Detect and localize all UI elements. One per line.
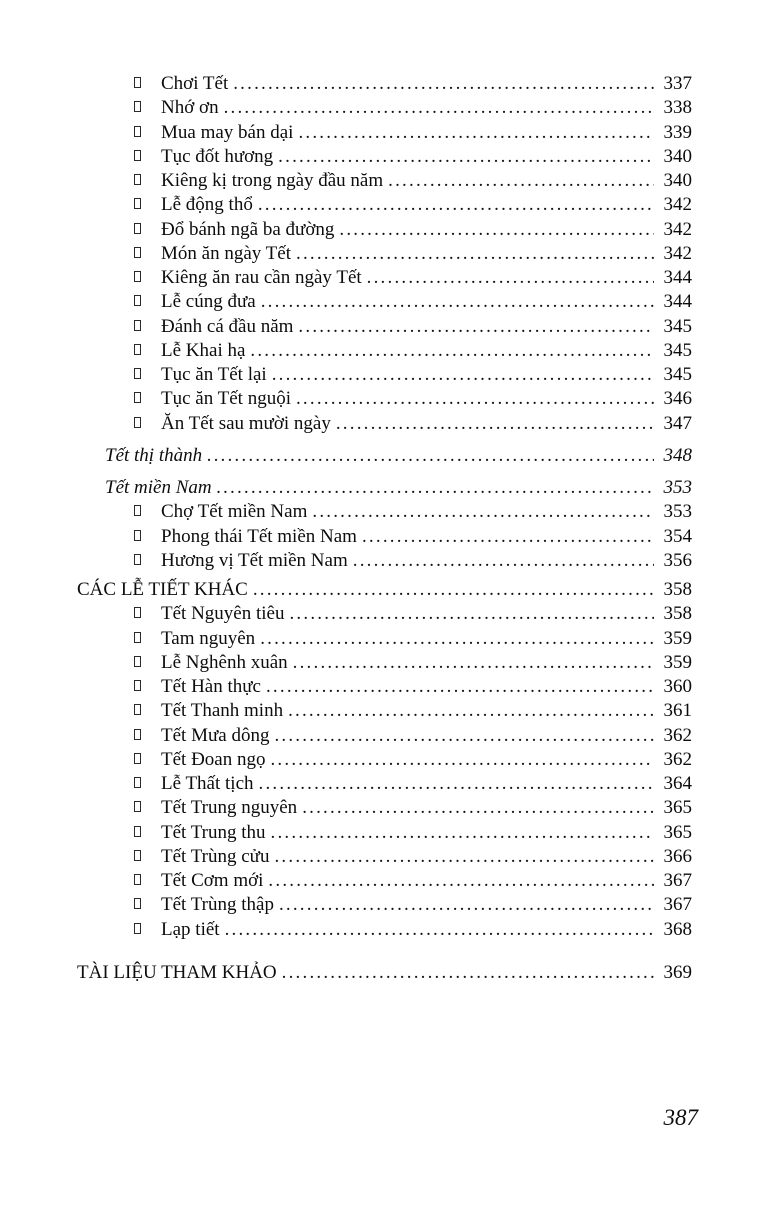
dot-leader (357, 525, 654, 549)
toc-entry-label: Tết miền Nam (105, 477, 212, 498)
toc-entry-page-number: 368 (663, 918, 692, 940)
toc-entry-page-number: 353 (663, 477, 692, 498)
toc-entry-page-number: 365 (663, 797, 692, 819)
toc-entry-label: Món ăn ngày Tết (161, 242, 291, 264)
toc-entry (77, 363, 692, 387)
toc-entry-page-number: 345 (663, 364, 692, 385)
dot-leader (263, 869, 654, 893)
dot-leader (293, 121, 654, 145)
dot-leader (245, 339, 654, 363)
square-bullet-icon (134, 898, 141, 909)
dot-leader (267, 363, 654, 387)
square-bullet-icon (134, 417, 141, 428)
toc-entry-label: Ăn Tết sau mười ngày (161, 412, 331, 434)
toc-entry (77, 961, 692, 985)
toc-entry (77, 339, 692, 363)
dot-leader (202, 444, 654, 468)
dot-leader (256, 290, 654, 314)
toc-entry (77, 72, 692, 96)
toc-entry (77, 748, 692, 772)
toc-entry-page-number: 358 (663, 579, 692, 600)
toc-entry-page-number: 364 (663, 773, 692, 794)
toc-entry-page-number: 362 (663, 724, 692, 746)
square-bullet-icon (134, 368, 141, 379)
toc-entry-label: Tục ăn Tết nguội (161, 388, 291, 410)
toc-entry (77, 169, 692, 193)
dot-leader (362, 266, 654, 290)
square-bullet-icon (134, 656, 141, 667)
toc-entry (77, 121, 692, 145)
toc-entry (77, 525, 692, 549)
toc-entry (77, 290, 692, 314)
dot-leader (269, 845, 654, 869)
toc-entry-page-number: 342 (663, 242, 692, 264)
dot-leader (288, 651, 654, 675)
toc-entry-page-number: 340 (663, 145, 692, 167)
toc-entry-label: Tết Hàn thực (161, 676, 261, 697)
square-bullet-icon (134, 850, 141, 861)
square-bullet-icon (134, 680, 141, 691)
toc-entry-label: Đổ bánh ngã ba đường (161, 218, 335, 240)
toc-entry (77, 821, 692, 845)
toc-entry (77, 387, 692, 411)
toc-entry (77, 242, 692, 266)
toc-entry-label: Chơi Tết (161, 73, 229, 94)
toc-entry-page-number: 345 (663, 315, 692, 337)
square-bullet-icon (134, 271, 141, 282)
toc-entry (77, 869, 692, 893)
toc-entry (77, 500, 692, 524)
toc-entry (77, 96, 692, 120)
toc-entry-page-number: 359 (663, 627, 692, 649)
toc-entry-page-number: 366 (663, 845, 692, 867)
toc-entry-label: TÀI LIỆU THAM KHẢO (77, 961, 277, 983)
toc-entry-label: Đánh cá đầu năm (161, 315, 294, 337)
square-bullet-icon (134, 801, 141, 812)
square-bullet-icon (134, 729, 141, 740)
toc-entry-page-number: 342 (663, 218, 692, 240)
square-bullet-icon (134, 392, 141, 403)
square-bullet-icon (134, 320, 141, 331)
toc-entry (77, 193, 692, 217)
toc-entry (77, 578, 692, 602)
square-bullet-icon (134, 295, 141, 306)
toc-entry-label: Phong thái Tết miền Nam (161, 525, 357, 547)
square-bullet-icon (134, 632, 141, 643)
dot-leader (334, 218, 654, 242)
toc-entry-page-number: 346 (663, 388, 692, 410)
toc-entry-label: Hương vị Tết miền Nam (161, 549, 348, 571)
toc-entry (77, 675, 692, 699)
square-bullet-icon (134, 923, 141, 934)
toc-entry-label: Tục đốt hương (161, 145, 274, 167)
square-bullet-icon (134, 174, 141, 185)
toc-entry-label: Tết Đoan ngọ (161, 748, 266, 770)
dot-leader (261, 675, 654, 699)
toc-entry-page-number: 360 (663, 676, 692, 697)
dot-leader (291, 242, 654, 266)
toc-entry (77, 145, 692, 169)
toc-entry (77, 724, 692, 748)
toc-entry (77, 444, 692, 468)
toc-entry (77, 918, 692, 942)
toc-entry-page-number: 344 (663, 267, 692, 288)
toc-entry-label: Tết Cơm mới (161, 870, 264, 891)
square-bullet-icon (134, 874, 141, 885)
toc-entry-label: Tết Trung thu (161, 821, 266, 843)
dot-leader (255, 627, 654, 651)
dot-leader (254, 772, 654, 796)
toc-entry-label: Tết Mưa dông (161, 724, 270, 746)
toc-entry-page-number: 338 (663, 97, 692, 119)
square-bullet-icon (134, 704, 141, 715)
toc-entry-page-number: 365 (663, 821, 692, 843)
toc-entry (77, 796, 692, 820)
page-number: 387 (663, 1105, 698, 1130)
toc-entry-label: Nhớ ơn (161, 97, 219, 119)
square-bullet-icon (134, 607, 141, 618)
toc-entry (77, 218, 692, 242)
toc-entry (77, 651, 692, 675)
toc-entry-label: Tam nguyên (161, 627, 256, 649)
dot-leader (266, 821, 654, 845)
toc-entry-page-number: 339 (663, 121, 692, 143)
square-bullet-icon (134, 530, 141, 541)
dot-leader (293, 315, 654, 339)
toc-entry-label: Tết Trùng thập (161, 894, 274, 916)
toc-entry (77, 476, 692, 500)
toc-entry-label: Lễ Khai hạ (161, 339, 246, 361)
toc-entry-label: Tục ăn Tết lại (161, 364, 267, 385)
toc-entry (77, 845, 692, 869)
toc-entry-label: Lễ động thổ (161, 194, 253, 216)
toc-entry-page-number: 348 (663, 444, 692, 466)
square-bullet-icon (134, 505, 141, 516)
toc-entry-page-number: 340 (663, 170, 692, 191)
toc-entry (77, 772, 692, 796)
dot-leader (273, 145, 654, 169)
dot-leader (248, 578, 654, 602)
square-bullet-icon (134, 777, 141, 788)
dot-leader (297, 796, 654, 820)
toc-entry-page-number: 367 (663, 894, 692, 916)
square-bullet-icon (134, 150, 141, 161)
dot-leader (291, 387, 654, 411)
toc-entry (77, 549, 692, 573)
toc-entry-label: Tết Trung nguyên (161, 797, 298, 819)
square-bullet-icon (134, 77, 141, 88)
dot-leader (331, 412, 654, 436)
square-bullet-icon (134, 826, 141, 837)
toc-entry-page-number: 345 (663, 339, 692, 361)
dot-leader (348, 549, 654, 573)
toc-entry-label: Lễ cúng đưa (161, 291, 256, 313)
square-bullet-icon (134, 344, 141, 355)
toc-entry-label: CÁC LỄ TIẾT KHÁC (77, 579, 248, 600)
dot-leader (284, 602, 654, 626)
toc-entry-page-number: 353 (663, 501, 692, 523)
toc-entry-page-number: 362 (663, 748, 692, 770)
dot-leader (265, 748, 654, 772)
toc-entry-page-number: 342 (663, 194, 692, 216)
dot-leader (307, 500, 654, 524)
toc-entry (77, 602, 692, 626)
dot-leader (253, 193, 654, 217)
square-bullet-icon (134, 198, 141, 209)
square-bullet-icon (134, 247, 141, 258)
toc-entry-label: Mua may bán dại (161, 121, 294, 143)
toc-entry-label: Tết Nguyên tiêu (161, 603, 285, 625)
dot-leader (269, 724, 654, 748)
square-bullet-icon (134, 554, 141, 565)
toc-entry-page-number: 356 (663, 549, 692, 571)
toc-entry-label: Kiêng ăn rau cần ngày Tết (161, 267, 362, 288)
toc-entry-page-number: 354 (663, 525, 692, 547)
toc-entry-page-number: 347 (663, 412, 692, 434)
toc-entry-page-number: 359 (663, 651, 692, 673)
dot-leader (228, 72, 654, 96)
toc-entry (77, 315, 692, 339)
toc-entry-page-number: 344 (663, 291, 692, 313)
toc-entry-page-number: 337 (663, 73, 692, 94)
toc-entry-label: Lễ Thất tịch (161, 773, 254, 794)
dot-leader (383, 169, 654, 193)
toc-entry-page-number: 367 (663, 870, 692, 891)
dot-leader (277, 961, 654, 985)
dot-leader (212, 476, 654, 500)
toc-entry-label: Chợ Tết miền Nam (161, 501, 308, 523)
toc-entry-page-number: 358 (663, 603, 692, 625)
toc-entry-label: Tết thị thành (105, 444, 203, 466)
toc-entry-label: Tết Trùng cửu (161, 845, 270, 867)
toc-entry-page-number: 369 (663, 961, 692, 983)
dot-leader (220, 918, 654, 942)
toc-entry (77, 627, 692, 651)
toc-entry-label: Lạp tiết (161, 918, 220, 940)
dot-leader (219, 96, 654, 120)
dot-leader (283, 699, 654, 723)
toc-entry (77, 699, 692, 723)
toc-entry-label: Kiêng kị trong ngày đầu năm (161, 170, 384, 191)
square-bullet-icon (134, 223, 141, 234)
square-bullet-icon (134, 101, 141, 112)
toc-entry (77, 412, 692, 436)
square-bullet-icon (134, 126, 141, 137)
toc-list (77, 72, 692, 985)
toc-entry (77, 266, 692, 290)
toc-entry (77, 893, 692, 917)
dot-leader (274, 893, 654, 917)
square-bullet-icon (134, 753, 141, 764)
toc-entry-label: Tết Thanh minh (161, 700, 284, 722)
toc-entry-page-number: 361 (663, 700, 692, 722)
toc-entry-label: Lễ Nghênh xuân (161, 651, 288, 673)
